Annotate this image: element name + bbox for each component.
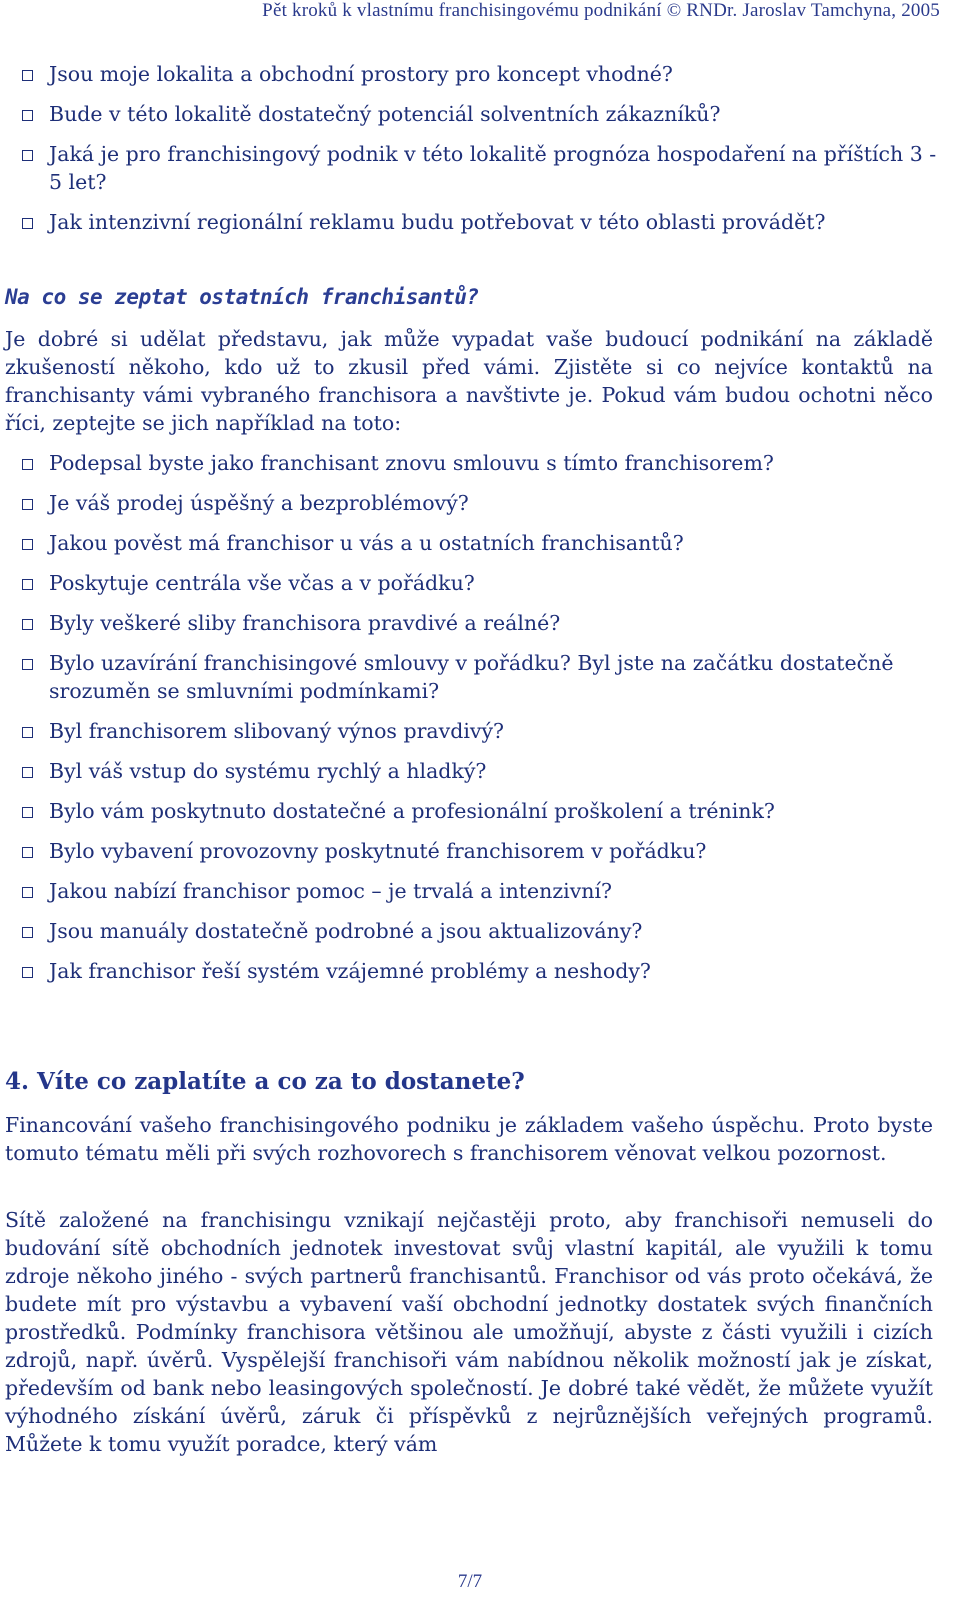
page-number: 7/7 [457, 1571, 483, 1592]
list-item [0, 489, 940, 517]
list-item-text: Jak intenzivní regionální reklamu budu potřebovat v této oblasti provádět? [49, 210, 826, 234]
list-item [0, 100, 940, 128]
checkbox-square-icon [22, 539, 33, 550]
list-item [0, 609, 940, 637]
list-item [0, 529, 940, 557]
checkbox-square-icon [22, 967, 33, 978]
list-item-text: Jakou pověst má franchisor u vás a u ostatních franchisantů? [49, 531, 684, 555]
list-item-text: Byly veškeré sliby franchisora pravdivé a reálné? [49, 611, 561, 635]
list-item [0, 917, 940, 945]
list-item [0, 957, 940, 985]
checkbox-square-icon [22, 459, 33, 470]
list-item-text: Jaká je pro franchisingový podnik v této lokalitě prognóza hospodaření na příštích 3 - 5 let? [49, 142, 937, 194]
list-item [0, 837, 940, 865]
checkbox-square-icon [22, 499, 33, 510]
list-item-text: Podepsal byste jako franchisant znovu smlouvu s tímto franchisorem? [49, 451, 774, 475]
checkbox-square-icon [22, 767, 33, 778]
paragraph-intro: Je dobré si udělat představu, jak může vypadat vaše budoucí podnikání na základě zkušeností někoho, kdo už to zkusil před vámi. Zjistěte si co nejvíce kontaktů na franchisanty vámi vybraného franchisora a navštivte je. Pokud vám budou ochotni něco říci, zeptejte se jich například na toto: [5, 327, 933, 435]
page-header: Pět kroků k vlastnímu franchisingovému podnikání © RNDr. Jaroslav Tamchyna, 2005 [262, 0, 940, 21]
list-item-text: Jak franchisor řeší systém vzájemné problémy a neshody? [49, 959, 651, 983]
paragraph-networks: Sítě založené na franchisingu vznikají nejčastěji proto, aby franchisoři nemuseli do budování sítě obchodních jednotek investovat svůj vlastní kapitál, ale využili k tomu zdroje někoho jiného - svých partnerů franchisantů. Franchisor od vás proto očekává, že budete mít pro výstavbu a vybavení vaší obchodní jednotky dostatek svých finančních prostředků. Podmínky franchisora většinou ale umožňují, abyste z části využili i cizích zdrojů, např. úvěrů. Vyspělejší franchisoři vám nabídnou několik možností jak je získat, především od bank nebo leasingových společností. Je dobré také vědět, že můžete využít výhodného získání úvěrů, záruk či příspěvků z nejrůznějších veřejných programů. Můžete k tomu využít poradce, který vám [5, 1208, 933, 1456]
checkbox-square-icon [22, 619, 33, 630]
list-item [0, 649, 940, 705]
list-item-text: Je váš prodej úspěšný a bezproblémový? [49, 491, 469, 515]
checkbox-square-icon [22, 659, 33, 670]
list-item [0, 60, 940, 88]
checkbox-square-icon [22, 887, 33, 898]
list-item-text: Bylo vám poskytnuto dostatečné a profesionální proškolení a trénink? [49, 799, 775, 823]
franchisee-questions-list [0, 449, 940, 997]
list-item-text: Byl váš vstup do systému rychlý a hladký? [49, 759, 487, 783]
list-item-text: Bude v této lokalitě dostatečný potenciál solventních zákazníků? [49, 102, 721, 126]
list-item-text: Jakou nabízí franchisor pomoc – je trvalá a intenzivní? [49, 879, 613, 903]
checkbox-square-icon [22, 807, 33, 818]
checkbox-square-icon [22, 150, 33, 161]
paragraph-financing: Financování vašeho franchisingového podniku je základem vašeho úspěchu. Proto byste tomuto tématu měli při svých rozhovorech s franchisorem věnovat velkou pozornost. [5, 1113, 933, 1165]
section-title: 4. Víte co zaplatíte a co za to dostanete? [5, 1068, 525, 1095]
list-item-text: Poskytuje centrála vše včas a v pořádku? [49, 571, 475, 595]
list-item-text: Jsou manuály dostatečně podrobné a jsou aktualizovány? [49, 919, 643, 943]
list-item-text: Bylo uzavírání franchisingové smlouvy v pořádku? Byl jste na začátku dostatečně srozuměn se smluvními podmínkami? [49, 651, 894, 703]
checkbox-square-icon [22, 70, 33, 81]
list-item [0, 208, 940, 236]
list-item [0, 717, 940, 745]
list-item [0, 569, 940, 597]
list-item-text: Jsou moje lokalita a obchodní prostory pro koncept vhodné? [49, 62, 673, 86]
checkbox-square-icon [22, 727, 33, 738]
list-item [0, 877, 940, 905]
list-item [0, 797, 940, 825]
checkbox-square-icon [22, 218, 33, 229]
list-item [0, 449, 940, 477]
checkbox-square-icon [22, 579, 33, 590]
list-item [0, 140, 940, 196]
checkbox-square-icon [22, 110, 33, 121]
list-item-text: Bylo vybavení provozovny poskytnuté franchisorem v pořádku? [49, 839, 707, 863]
checkbox-square-icon [22, 847, 33, 858]
list-item-text: Byl franchisorem slibovaný výnos pravdivý? [49, 719, 505, 743]
list-item [0, 757, 940, 785]
location-questions-list [0, 60, 940, 248]
subheading: Na co se zeptat ostatních franchisantů? [5, 285, 479, 309]
checkbox-square-icon [22, 927, 33, 938]
